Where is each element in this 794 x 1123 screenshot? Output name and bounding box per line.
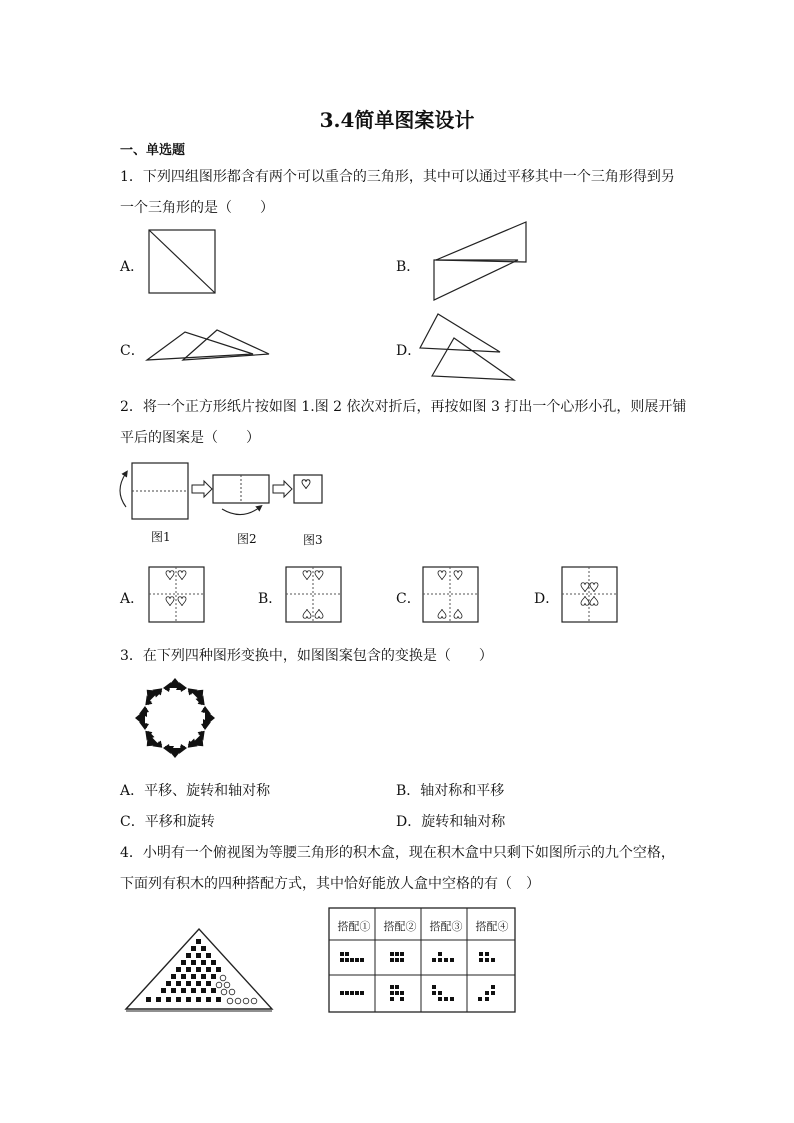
q2-option-b-label: B．	[258, 591, 283, 607]
q2-option-c-label: C．	[396, 591, 421, 607]
q2-folding-diagram	[110, 455, 340, 525]
question-1-line-2: 一个三角形的是（ ）	[120, 200, 274, 216]
q2-option-d-label: D．	[534, 591, 560, 607]
figure-3-caption: 图3	[303, 533, 323, 547]
question-3-text: 3．在下列四种图形变换中，如图图案包含的变换是（ ）	[120, 648, 493, 664]
question-1-line-1: 1．下列四组图形都含有两个可以重合的三角形，其中可以通过平移其中一个三角形得到另	[120, 169, 675, 185]
table-header-1: 搭配①	[337, 920, 371, 933]
section-heading: 一、单选题	[120, 143, 186, 158]
q2-option-c-figure	[422, 566, 480, 624]
figure-1-caption: 图1	[151, 530, 171, 544]
q2-option-a-label: A．	[120, 591, 145, 607]
q3-option-a: A．平移、旋转和轴对称	[120, 783, 271, 799]
table-header-4: 搭配④	[475, 920, 509, 933]
table-header-2: 搭配②	[383, 920, 417, 933]
q3-option-d: D．旋转和轴对称	[396, 814, 506, 830]
q1-option-a-label: A．	[120, 259, 145, 275]
q1-option-c-figure	[145, 326, 273, 366]
q1-option-d-figure	[416, 310, 516, 385]
q2-option-a-figure	[148, 566, 206, 624]
q4-triangle-box	[124, 925, 274, 1015]
page-title: 3.4简单图案设计	[319, 108, 475, 132]
question-2-line-1: 2．将一个正方形纸片按如图 1.图 2 依次对折后，再按如图 3 打出一个心形小孔，则展开铺	[120, 399, 687, 415]
question-1-text	[120, 164, 675, 221]
question-4-text	[120, 840, 675, 897]
question-4-line-1: 4．小明有一个俯视图为等腰三角形的积木盒，现在积木盒中只剩下如图所示的九个空格，	[120, 845, 675, 861]
q1-option-c-label: C．	[120, 343, 145, 359]
table-header-3: 搭配③	[429, 920, 463, 933]
q1-option-a-figure	[148, 228, 218, 298]
question-4-line-2: 下面列有积木的四种搭配方式，其中恰好能放人盒中空格的有（ ）	[120, 876, 540, 892]
question-2-line-2: 平后的图案是（ ）	[120, 430, 260, 446]
q2-option-d-figure	[561, 566, 619, 624]
q1-option-b-figure	[430, 220, 530, 305]
q3-rotational-pattern	[120, 673, 230, 763]
q2-option-b-figure	[285, 566, 343, 624]
question-2-text	[120, 394, 686, 451]
q1-option-b-label: B．	[396, 259, 421, 275]
figure-2-caption: 图2	[237, 532, 257, 546]
q3-option-b: B．轴对称和平移	[396, 783, 505, 799]
q1-option-d-label: D．	[396, 343, 422, 359]
q3-option-c: C．平移和旋转	[120, 814, 215, 830]
